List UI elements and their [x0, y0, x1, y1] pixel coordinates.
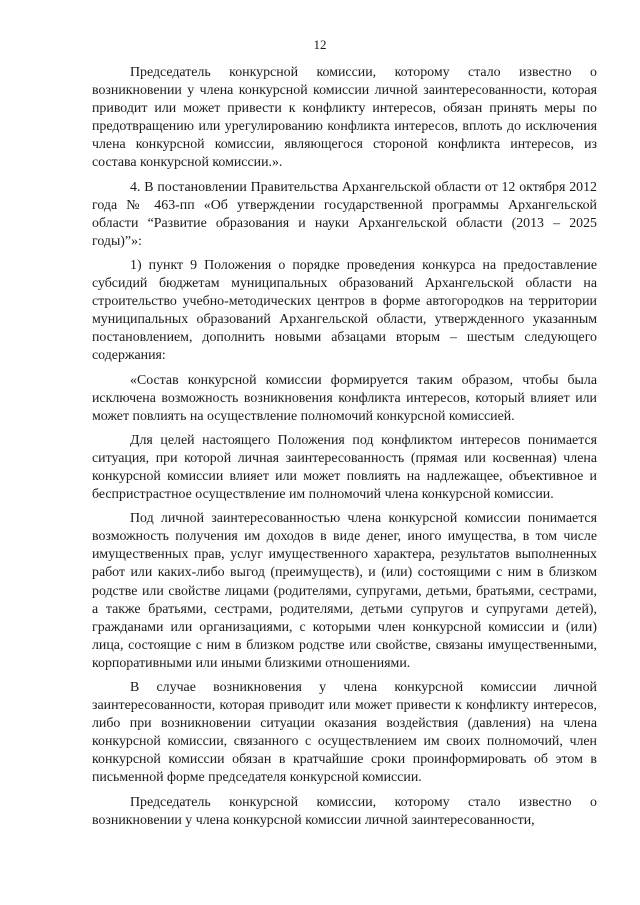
- page-number: 12: [313, 37, 327, 52]
- paragraph-point-9-amendment: 1) пункт 9 Положения о порядке проведения конкурса на предоставление субсидий бюджетам муниципальных образований Архангельской области на строительство учебно-методических центров в форме автогородков на территории муниципальных образований Архангельской области, утвержденного указанным постановлением, дополнить новыми абзацами вторым – шестым следующего содержания:: [92, 257, 597, 364]
- paragraph-conflict-definition: Для целей настоящего Положения под конфликтом интересов понимается ситуация, при которой личная заинтересованность (прямая или косвенная) члена конкурсной комиссии влияет или может повлиять на надлежащее, объективное и беспристрастное осуществление им полномочий члена конкурсной комиссии.: [92, 432, 597, 503]
- paragraph-commission-composition: «Состав конкурсной комиссии формируется таким образом, чтобы была исключена возможность возникновения конфликта интересов, который влияет или может повлиять на осуществление полномочий конкурсной комиссией.: [92, 372, 597, 424]
- paragraph-notification-duty: В случае возникновения у члена конкурсной комиссии личной заинтересованности, которая приводит или может привести к конфликту интересов, либо при возникновении ситуации оказания воздействия (давления) на члена конкурсной комиссии, связанного с осуществлением им своих полномочий, член конкурсной комиссии обязан в кратчайшие сроки проинформировать об этом в письменной форме председателя конкурсной комиссии.: [92, 680, 597, 786]
- paragraph-personal-interest-definition: Под личной заинтересованностью члена конкурсной комиссии понимается возможность получения им доходов в виде денег, иного имущества, в том числе имущественных прав, услуг имущественного характера, результатов выполненных работ или каких-либо выгод (преимуществ), и (или) состоящими с ним в близком родстве или свойстве лицами (родителями, супругами, детьми, братьями, сестрами, а также братьями, сестрами, родителями, детьми супругов и супругами детей), гражданами или организациями, с которыми член конкурсной комиссии и (или) лица, состоящие с ним в близком родстве или свойстве, связаны имущественными, корпоративными или иными близкими отношениями.: [92, 511, 597, 671]
- paragraph-resolution-463pp: 4. В постановлении Правительства Архангельской области от 12 октября 2012 года № 463-пп «Об утверждении государственной программы Архангельской области “Развитие образования и науки Архангельской области (2013 – 2025 годы)”»:: [92, 179, 597, 249]
- document-body: [92, 64, 597, 836]
- paragraph-chairman-conflict: Председатель конкурсной комиссии, которому стало известно о возникновении у члена конкурсной комиссии личной заинтересованности, которая приводит или может привести к конфликту интересов, обязан принять меры по предотвращению или урегулированию конфликта интересов, вплоть до исключения члена конкурсной комиссии, являющегося стороной конфликта интересов, из состава конкурсной комиссии.».: [92, 65, 597, 171]
- paragraph-chairman-continued: Председатель конкурсной комиссии, которому стало известно о возникновении у члена конкурсной комиссии личной заинтересованности,: [92, 794, 597, 828]
